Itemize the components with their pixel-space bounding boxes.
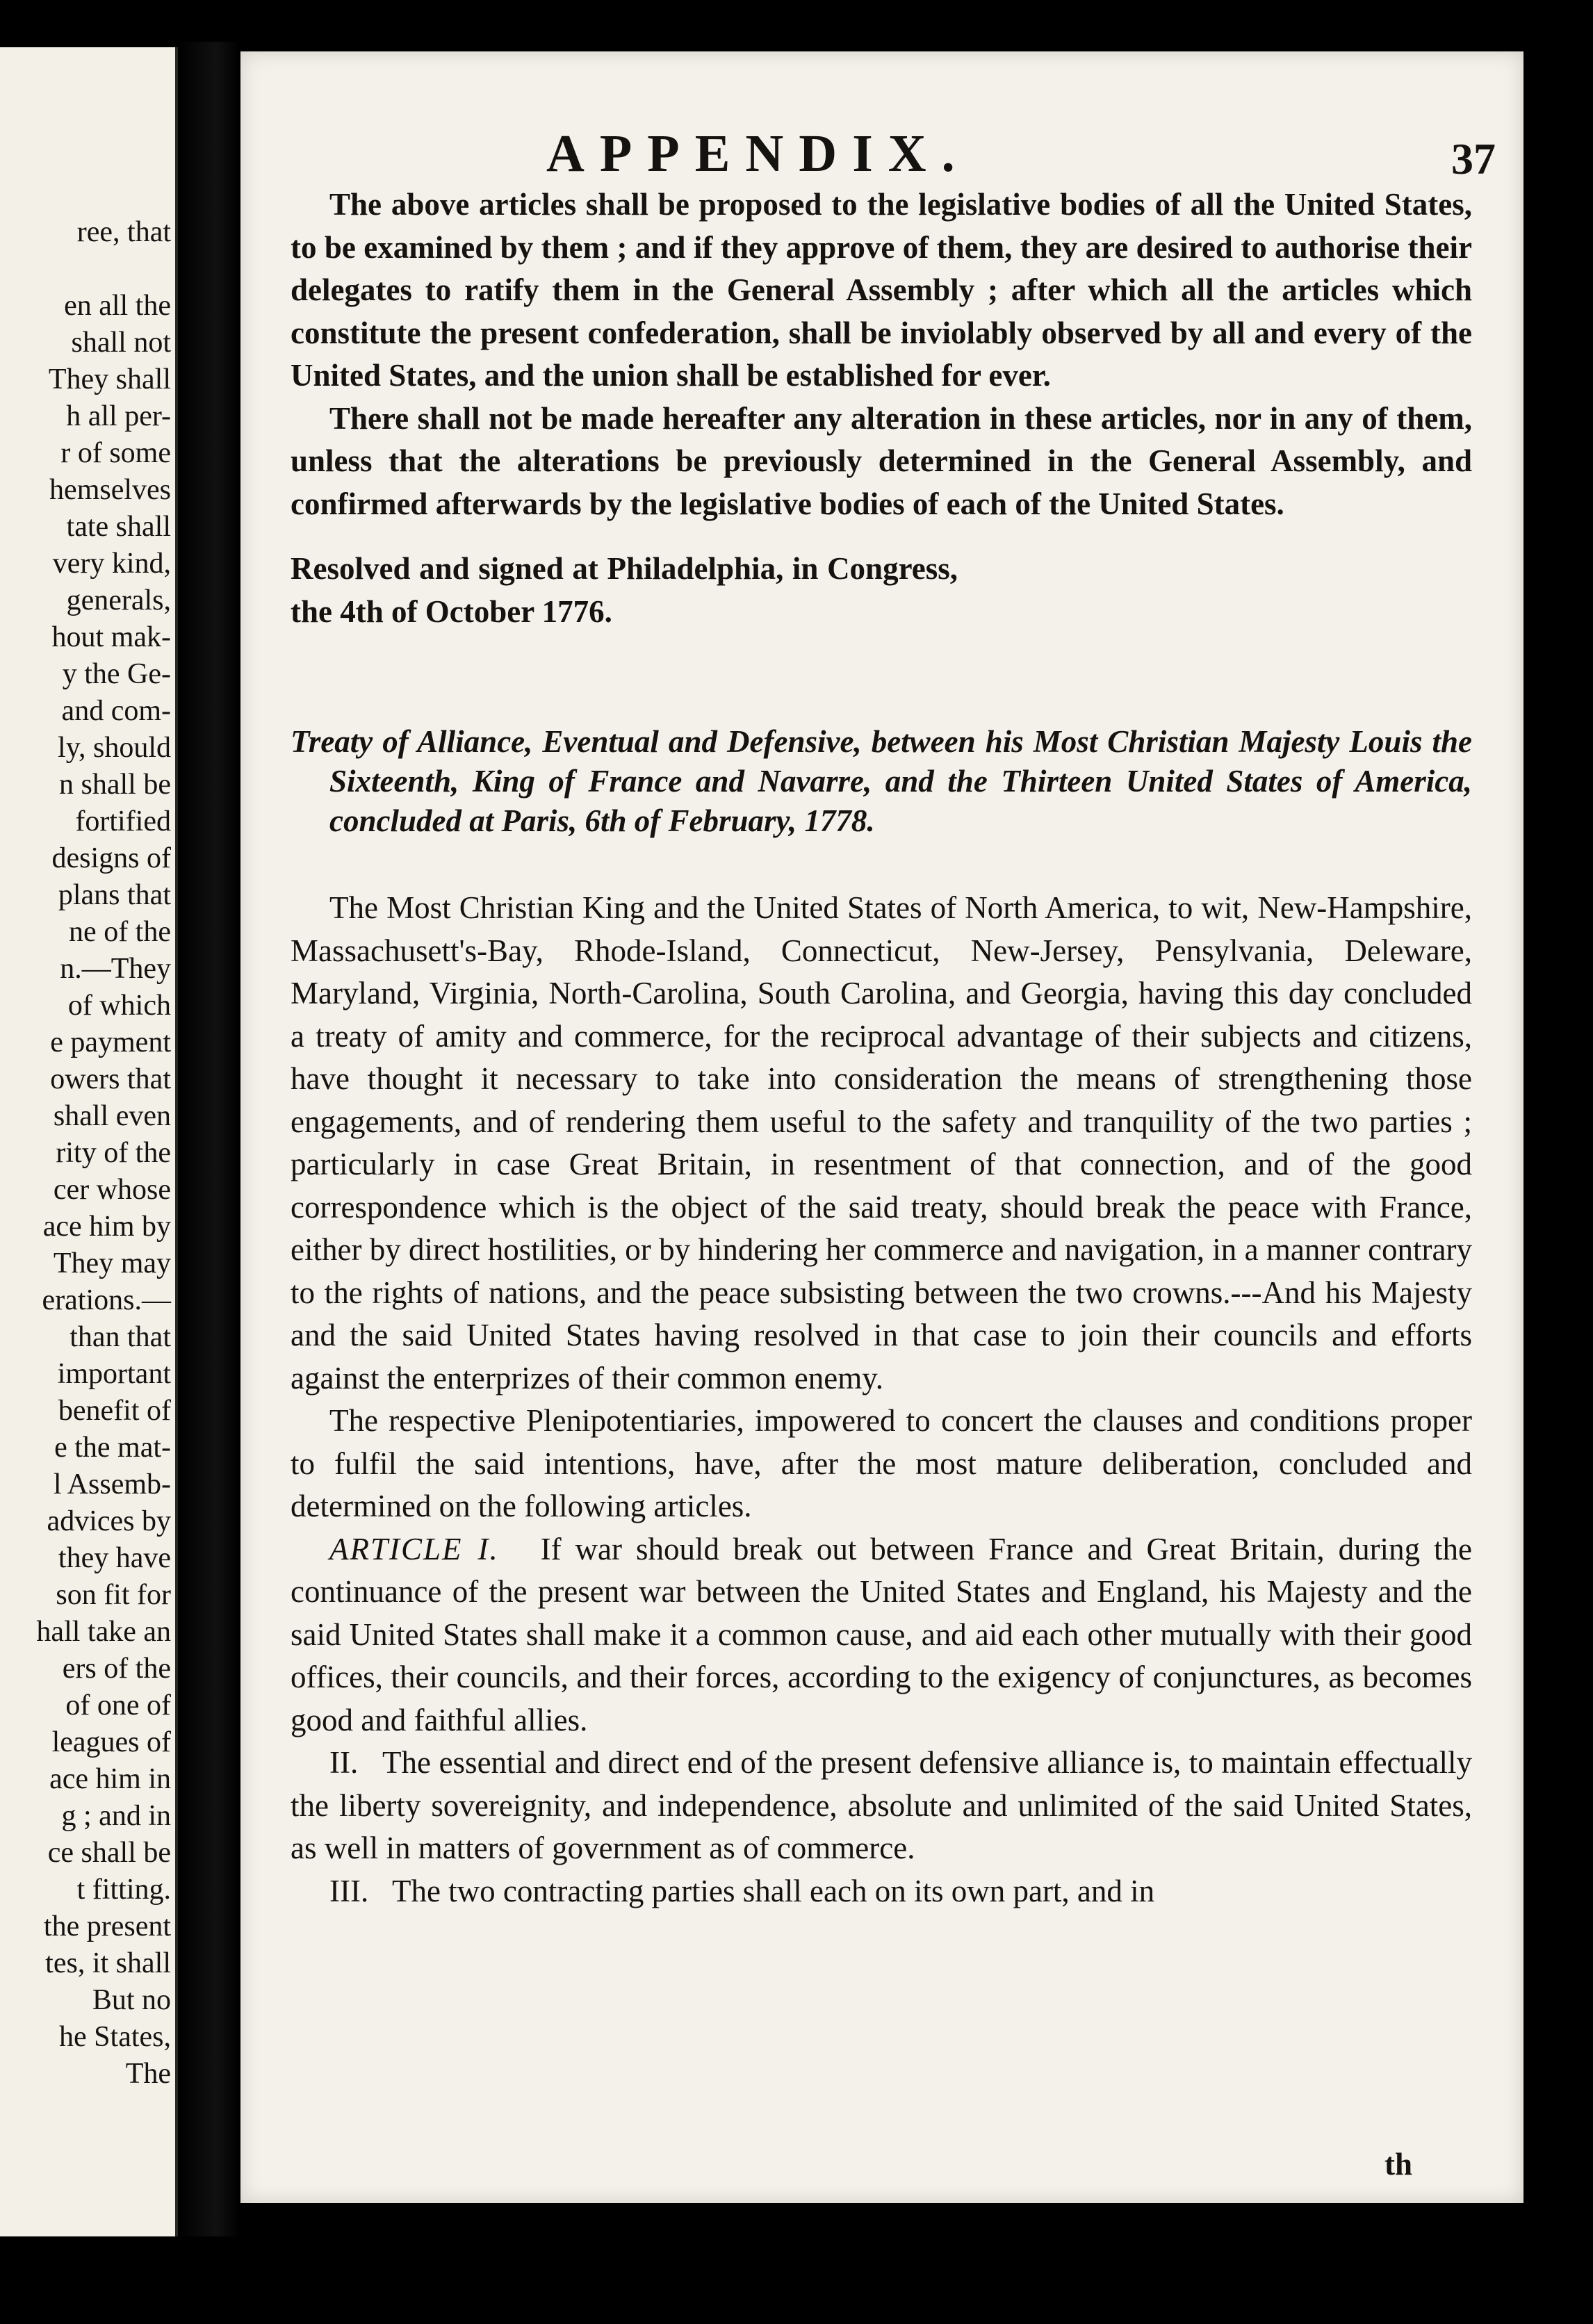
previous-page-line: than that bbox=[70, 1321, 171, 1353]
previous-page-line: tate shall bbox=[66, 511, 171, 543]
previous-page-line: fortified bbox=[75, 805, 171, 837]
previous-page-line: important bbox=[57, 1358, 171, 1390]
previous-page-line: cer whose bbox=[53, 1174, 171, 1206]
running-head: APPENDIX. bbox=[546, 124, 970, 183]
previous-page-line: and com- bbox=[61, 695, 171, 727]
previous-page-line: shall not bbox=[71, 327, 171, 359]
previous-page-line: t fitting. bbox=[76, 1874, 171, 1906]
appendix-page bbox=[240, 51, 1523, 2203]
previous-page-line: tes, it shall bbox=[45, 1947, 171, 1979]
treaty-title: Treaty of Alliance, Eventual and Defensive, between his Most Christian Majesty Louis the Sixteenth, King of France and Navarre, and the Thirteen United States of America, concluded at Paris, 6th of February, 1778. bbox=[291, 724, 1472, 838]
article-2 bbox=[291, 1742, 1472, 1870]
previous-page-line: ace him by bbox=[42, 1211, 171, 1243]
previous-page-line: advices by bbox=[47, 1505, 171, 1537]
previous-page-line: h all per- bbox=[66, 400, 171, 432]
previous-page-line: hall take an bbox=[36, 1616, 171, 1648]
previous-page-line: ce shall be bbox=[47, 1837, 171, 1869]
previous-page-line: ne of the bbox=[69, 916, 171, 948]
section-spacer bbox=[291, 633, 1472, 722]
previous-page-line: of one of bbox=[65, 1689, 171, 1721]
previous-page-line: e payment bbox=[50, 1026, 171, 1058]
articles-proposal-paragraph: The above articles shall be proposed to the legislative bodies of all the United States, to be examined by them ; and if they approve of them, they are desired to authorise their delegates to ratify them in the General Assembly ; after which all the articles which constitute the present confederation, shall be inviolably observed by all and every of the United States, and the union shall be established for ever. bbox=[291, 187, 1472, 393]
previous-page-line: e the mat- bbox=[54, 1432, 171, 1464]
previous-page-line: y the Ge- bbox=[62, 658, 171, 690]
previous-page-line: hemselves bbox=[49, 474, 171, 506]
previous-page-line: l Assemb- bbox=[53, 1468, 171, 1500]
page-number: 37 bbox=[1451, 134, 1496, 183]
article-1 bbox=[291, 1528, 1472, 1742]
plenipotentiaries-paragraph: The respective Plenipotentiaries, impowered to concert the clauses and conditions proper to fulfil the said intentions, have, after the most mature deliberation, concluded and determined on the following articles. bbox=[291, 1403, 1472, 1523]
previous-page-line: rity of the bbox=[56, 1137, 171, 1169]
article-3 bbox=[291, 1870, 1472, 1913]
previous-page-line: generals, bbox=[66, 584, 171, 616]
previous-page-line: son fit for bbox=[56, 1579, 171, 1611]
previous-page-lines bbox=[0, 214, 175, 2093]
article-2-label: II. bbox=[329, 1745, 359, 1780]
previous-page-line: n.—They bbox=[60, 953, 171, 985]
article-1-label: ARTICLE I. bbox=[329, 1531, 499, 1566]
previous-page-line: They may bbox=[53, 1247, 171, 1279]
previous-page-line: n shall be bbox=[59, 769, 171, 801]
previous-page-line: leagues of bbox=[51, 1726, 171, 1758]
previous-page-line: hout mak- bbox=[51, 621, 171, 653]
previous-page-line: they have bbox=[58, 1542, 171, 1574]
previous-page-line: ers of the bbox=[62, 1653, 171, 1685]
page-body bbox=[291, 183, 1472, 1913]
previous-page-line: benefit of bbox=[58, 1395, 171, 1427]
catchword: th bbox=[1384, 2147, 1412, 2182]
article-2-text: The essential and direct end of the present defensive alliance is, to maintain effectually the liberty sovereignity, and independence, absolute and unlimited of the said United States, as well in matters of government as of commerce. bbox=[291, 1745, 1472, 1865]
previous-page-line: en all the bbox=[64, 290, 171, 322]
previous-page-line: But no bbox=[92, 1984, 171, 2016]
previous-page-line: of which bbox=[67, 990, 171, 1022]
previous-page-line: he States, bbox=[59, 2021, 171, 2053]
previous-page-line: ace him in bbox=[49, 1763, 171, 1795]
title-spacer bbox=[291, 841, 1472, 887]
article-1-text: If war should break out between France and Great Britain, during the continuance of the present war between the United States and England, his Majesty and the said United States shall make it a common cause, and aid each other mutually with their good offices, their councils, and their forces, according to the exigency of conjunctures, as becomes good and faithful allies. bbox=[291, 1531, 1472, 1737]
treaty-preamble: The Most Christian King and the United States of North America, to wit, New-Hampshire, Massachusett's-Bay, Rhode-Island, Connecticut, New-Jersey, Pensylvania, Deleware, Maryland, Virginia, North-Carolina, South Carolina, and Georgia, having this day concluded a treaty of amity and commerce, for the reciprocal advantage of their subjects and citizens, have thought it necessary to take into consideration the means of strengthening those engagements, and of rendering them useful to the safety and tranquility of the two parties ; particularly in case Great Britain, in resentment of that connection, and of the good correspondence which is the object of the said treaty, should break the peace with France, either by direct hostilities, or by hindering her commerce and navigation, in a manner contrary to the rights of nations, and the peace subsisting between the two crowns.---And his Majesty and the said United States having resolved in that case to join their councils and efforts against the enterprizes of their common enemy. bbox=[291, 890, 1472, 1396]
previous-page-line: ree, that bbox=[76, 216, 171, 248]
previous-page-line: designs of bbox=[51, 842, 171, 874]
previous-page-line: plans that bbox=[58, 879, 171, 911]
previous-page-line: The bbox=[125, 2058, 171, 2090]
previous-page-line: very kind, bbox=[52, 548, 171, 580]
previous-page-line: They shall bbox=[48, 363, 171, 395]
previous-page-line: owers that bbox=[50, 1063, 171, 1095]
previous-page-line: erations.— bbox=[42, 1284, 171, 1316]
previous-page-line: the present bbox=[43, 1910, 171, 1942]
article-3-text: The two contracting parties shall each on its own part, and in bbox=[391, 1873, 1155, 1908]
previous-page-line: g ; and in bbox=[61, 1800, 171, 1832]
scan-bottom-edge bbox=[0, 2236, 1593, 2324]
resolved-signature: Resolved and signed at Philadelphia, in Congress, the 4th of October 1776. bbox=[291, 551, 958, 629]
previous-page-line: shall even bbox=[53, 1100, 171, 1132]
article-3-label: III. bbox=[329, 1873, 369, 1908]
previous-page-line bbox=[0, 251, 175, 288]
previous-page-line: ly, should bbox=[58, 732, 171, 764]
previous-page-line: r of some bbox=[60, 437, 171, 469]
alteration-paragraph: There shall not be made hereafter any alteration in these articles, nor in any of them, unless that the alterations be previously determined in the General Assembly, and confirmed afterwards by the legislative bodies of each of the United States. bbox=[291, 400, 1472, 521]
previous-page-fragment bbox=[0, 47, 178, 2236]
book-gutter bbox=[178, 42, 240, 2245]
